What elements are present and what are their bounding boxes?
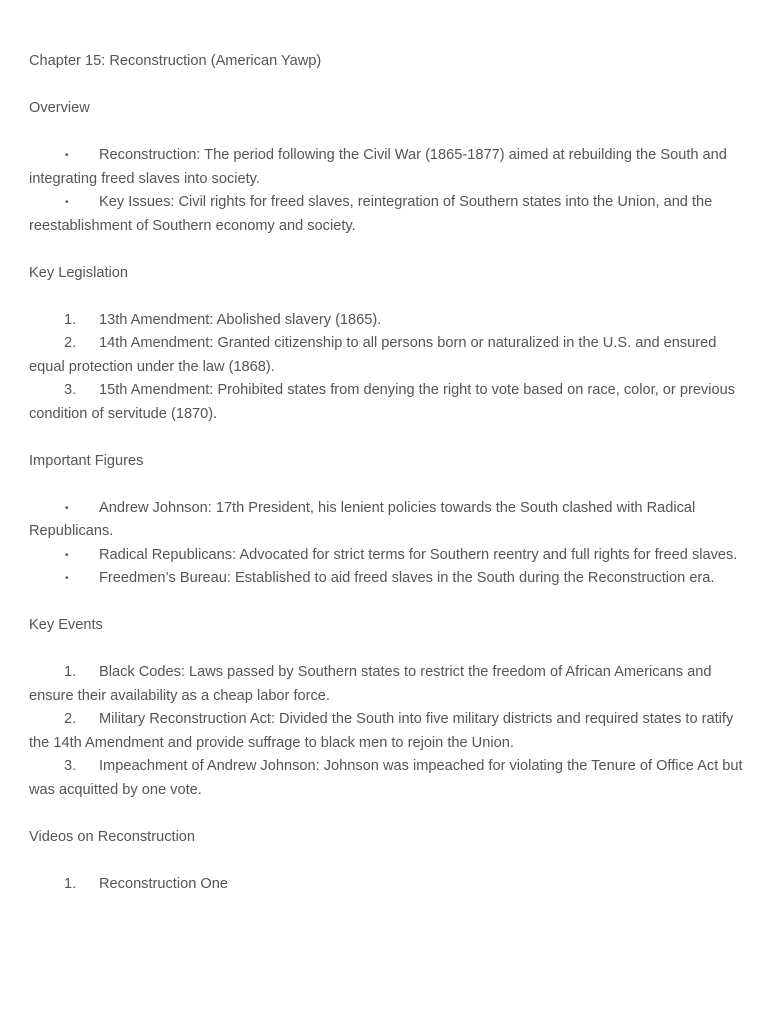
section-key-legislation — [29, 262, 744, 450]
list-item — [29, 567, 744, 591]
list-item-text: Military Reconstruction Act: Divided the South into five military districts and required states to ratify the 14th Amendment and provide suffrage to black men to rejoin the Union. — [29, 711, 734, 751]
section-spacer — [29, 591, 744, 615]
bullet-marker: • — [65, 573, 69, 584]
list-item — [29, 661, 744, 708]
list-item-text: Key Issues: Civil rights for freed slaves, reintegration of Southern states into the Union, and the reestablishment of Southern economy and society. — [29, 194, 713, 234]
document-title: Chapter 15: Reconstruction (American Yawp) — [29, 53, 322, 69]
list-item — [29, 873, 744, 897]
number-marker: 3. — [64, 758, 77, 774]
section-heading: Important Figures — [29, 452, 144, 469]
list-item — [29, 191, 744, 238]
list-item-text: Impeachment of Andrew Johnson: Johnson was impeached for violating the Tenure of Office Act but was acquitted by one vote. — [29, 758, 743, 798]
bullet-marker: • — [65, 197, 69, 208]
number-marker: 1. — [64, 664, 77, 680]
list-item-text: Black Codes: Laws passed by Southern states to restrict the freedom of African Americans and ensure their availability as a cheap labor force. — [29, 664, 712, 704]
number-marker: 3. — [64, 382, 77, 398]
number-marker: 2. — [64, 711, 77, 727]
list-item — [29, 379, 744, 426]
list-item — [29, 544, 744, 568]
number-marker: 2. — [64, 335, 77, 351]
list-item-text: 14th Amendment: Granted citizenship to all persons born or naturalized in the U.S. and ensured equal protection under the law (1868). — [29, 335, 717, 375]
number-marker: 1. — [64, 311, 77, 328]
section-overview — [29, 97, 744, 262]
list-item-text: 15th Amendment: Prohibited states from denying the right to vote based on race, color, or previous condition of servitude (1870). — [29, 382, 736, 422]
bullet-marker: • — [65, 150, 69, 161]
section-heading: Key Legislation — [29, 264, 128, 281]
list-item — [29, 332, 744, 379]
list-item-text: Freedmen’s Bureau: Established to aid freed slaves in the South during the Reconstruction era. — [99, 570, 715, 586]
list-item-text: Andrew Johnson: 17th President, his lenient policies towards the South clashed with Radical Republicans. — [29, 499, 696, 539]
section-heading: Videos on Reconstruction — [29, 828, 196, 845]
section-spacer — [29, 238, 744, 262]
list-item-text: Reconstruction: The period following the Civil War (1865-1877) aimed at rebuilding the South and integrating freed slaves into society. — [29, 147, 727, 187]
list-item-text: 13th Amendment: Abolished slavery (1865). — [99, 311, 382, 328]
bullet-marker: • — [65, 502, 69, 514]
bullet-marker: • — [65, 549, 69, 561]
section-spacer — [29, 426, 744, 450]
list-item — [29, 708, 744, 755]
section-videos — [29, 826, 744, 897]
section-important-figures — [29, 450, 744, 615]
document-body — [29, 50, 744, 896]
list-item — [29, 497, 744, 544]
section-key-events — [29, 614, 744, 826]
section-heading: Key Events — [29, 617, 103, 633]
video-link[interactable]: Reconstruction One — [99, 875, 228, 892]
number-marker: 1. — [64, 875, 77, 892]
list-item — [29, 755, 744, 802]
list-item-text: Radical Republicans: Advocated for strict terms for Southern reentry and full rights for freed slaves. — [99, 546, 738, 563]
list-item — [29, 309, 744, 333]
section-spacer — [29, 802, 744, 826]
section-heading: Overview — [29, 100, 90, 116]
list-item — [29, 144, 744, 191]
